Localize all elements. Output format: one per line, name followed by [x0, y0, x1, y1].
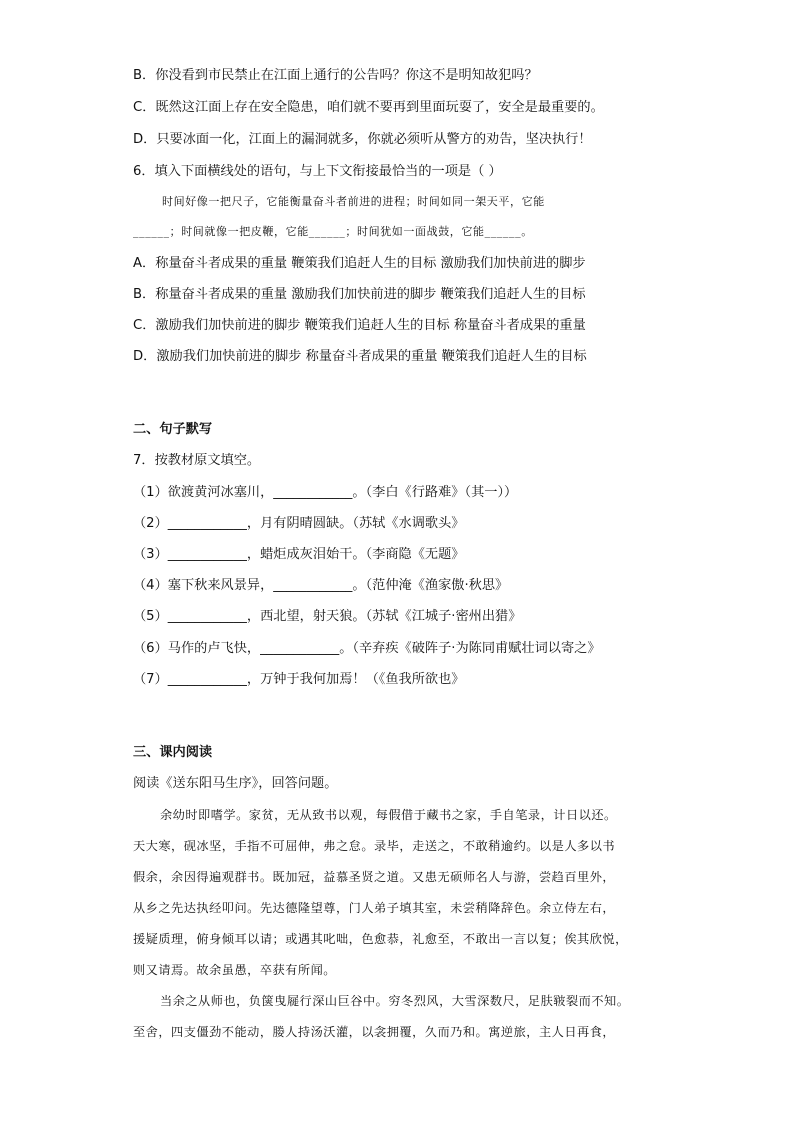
passage-line-5: 援疑质理，俯身倾耳以请；或遇其叱咄，色愈恭，礼愈至，不敢出一言以复；俟其欣悦，	[133, 932, 628, 946]
q7-stem: 7．按教材原文填空。	[133, 453, 261, 468]
passage-line-1: 余幼时即嗜学。家贫，无从致书以观，每假借于藏书之家，手自笔录，计日以还。	[160, 808, 617, 822]
q5-option-b: B．你没看到市民禁止在江面上通行的公告吗？你这不是明知故犯吗？	[133, 68, 538, 83]
q7-item-5: （5）____________，西北望，射天狼。（苏轼《江城子·密州出猎》	[133, 609, 522, 624]
section3-heading: 三、课内阅读	[133, 745, 213, 760]
q6-option-d: D．激励我们加快前进的脚步 称量奋斗者成果的重量 鞭策我们追赶人生的目标	[133, 349, 587, 364]
q6-passage-line1: 时间好像一把尺子，它能衡量奋斗者前进的进程；时间如同一架天平，它能	[162, 195, 545, 208]
q7-item-1: （1）欲渡黄河冰塞川，____________。（李白《行路难》（其一））	[133, 485, 518, 500]
passage-line-6: 则又请焉。故余虽愚，卒获有所闻。	[133, 963, 336, 977]
q5-option-c: C．既然这江面上存在安全隐患，咱们就不要再到里面玩耍了，安全是最重要的。	[133, 100, 604, 115]
q7-item-7: （7）____________，万钟于我何加焉！（《鱼我所欲也》	[133, 672, 465, 687]
q6-option-b: B．称量奋斗者成果的重量 激励我们加快前进的脚步 鞭策我们追赶人生的目标	[133, 287, 586, 302]
q7-item-6: （6）马作的卢飞快，____________。（辛弃疾《破阵子·为陈同甫赋壮词以寄之》	[133, 641, 601, 656]
passage-line-3: 假余，余因得遍观群书。既加冠，益慕圣贤之道。又患无硕师名人与游，尝趋百里外，	[133, 870, 616, 884]
q6-stem: 6．填入下面横线处的语句，与上下文衔接最恰当的一项是（ ）	[133, 164, 502, 179]
q7-item-2: （2）____________，月有阴晴圆缺。（苏轼《水调歌头》	[133, 516, 465, 531]
q6-passage-line2: ______；时间就像一把皮鞭，它能______；时间犹如一面战鼓，它能______。	[133, 225, 533, 238]
section2-heading: 二、句子默写	[133, 422, 213, 437]
passage-line-2: 天大寒，砚冰坚，手指不可屈伸，弗之怠。录毕，走送之，不敢稍逾约。以是人多以书	[133, 839, 616, 853]
q6-option-c: C．激励我们加快前进的脚步 鞭策我们追赶人生的目标 称量奋斗者成果的重量	[133, 318, 586, 333]
passage-line-7: 当余之从师也，负箧曳屣行深山巨谷中。穷冬烈风，大雪深数尺，足肤皲裂而不知。	[160, 994, 630, 1008]
q7-item-3: （3）____________，蜡炬成灰泪始干。（李商隐《无题》	[133, 547, 465, 562]
passage-line-4: 从乡之先达执经叩问。先达德隆望尊，门人弟子填其室，未尝稍降辞色。余立侍左右，	[133, 901, 616, 915]
q5-option-d: D．只要冰面一化，江面上的漏洞就多，你就必须听从警方的劝告，坚决执行！	[133, 132, 592, 147]
q6-option-a: A．称量奋斗者成果的重量 鞭策我们追赶人生的目标 激励我们加快前进的脚步	[133, 256, 586, 271]
passage-line-8: 至舍，四支僵劲不能动，媵人持汤沃灌，以衾拥覆，久而乃和。寓逆旅，主人日再食，	[133, 1025, 616, 1039]
q7-item-4: （4）塞下秋来风景异，____________。（范仲淹《渔家傲·秋思》	[133, 578, 509, 593]
section3-intro: 阅读《送东阳马生序》，回答问题。	[133, 776, 338, 791]
